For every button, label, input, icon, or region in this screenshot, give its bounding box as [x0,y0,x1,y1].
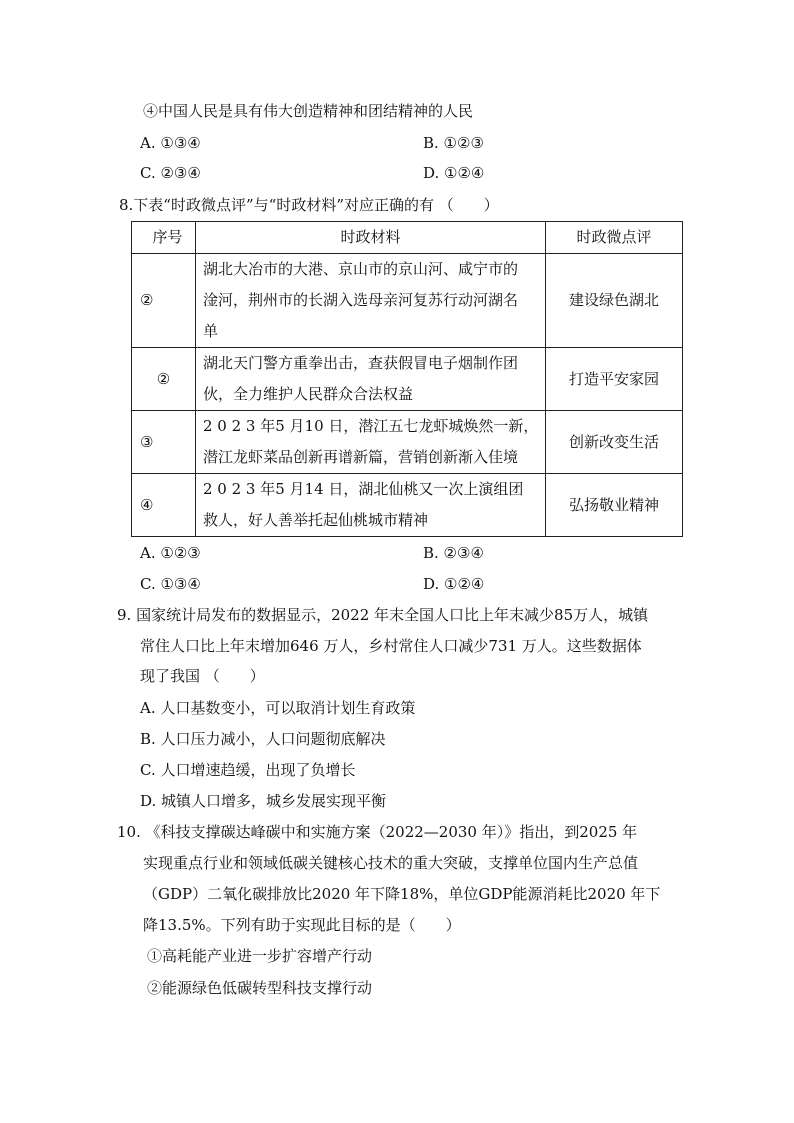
q10-stem-line-1: 10. 《科技支撑碳达峰碳中和实施方案（2022—2030 年）》指出，到2025 年 [117,823,638,841]
row-1-comment: 建设绿色湖北 [546,254,683,348]
table-header-row [132,222,683,254]
row-3-comment: 创新改变生活 [546,411,683,474]
q7-option-b[interactable]: B. ①②③ [423,134,484,152]
row-3-no: ③ [132,411,196,474]
q10-stem-line-3: （GDP）二氧化碳排放比2020 年下降18%，单位GDP能源消耗比2020 年下 [143,885,661,903]
q9-option-a[interactable]: A. 人口基数变小，可以取消计划生育政策 [140,699,416,717]
q8-option-c[interactable]: C. ①③④ [140,575,201,593]
q7-option-c[interactable]: C. ②③④ [140,164,201,182]
q10-stem-line-4: 降13.5%。下列有助于实现此目标的是（ ） [143,916,461,934]
row-1-material-line: 湖北大冶市的大港、京山市的京山河、咸宁市的 [203,260,519,278]
row-3-material-line: 潜江龙虾菜品创新再谱新篇，营销创新渐入佳境 [203,448,519,466]
q9-stem-line-1: 9. 国家统计局发布的数据显示，2022 年末全国人口比上年末减少85万人，城镇 [117,606,649,624]
row-1-material [196,254,546,348]
q10-item-2: ②能源绿色低碳转型科技支撑行动 [147,979,373,997]
header-no: 序号 [132,222,196,254]
row-1-material-line: 单 [203,322,219,340]
row-3-material-line: 2 0 2 3 年5 月10 日，潜江五七龙虾城焕然一新， [203,417,539,435]
row-4-material [196,474,546,537]
row-4-comment: 弘扬敬业精神 [546,474,683,537]
q8-option-a[interactable]: A. ①②③ [140,544,201,562]
table-row [132,411,683,474]
q8-stem: 8.下表“时政微点评”与“时政材料”对应正确的有 （ ） [119,196,499,214]
q10-stem-line-2: 实现重点行业和领域低碳关键核心技术的重大突破，支撑单位国内生产总值 [143,854,639,872]
row-1-no: ② [132,254,196,348]
row-2-material-line: 湖北天门警方重拳出击，查获假冒电子烟制作团 [203,354,519,372]
table-row [132,254,683,348]
q7-option-a[interactable]: A. ①③④ [140,134,201,152]
q7-option-d[interactable]: D. ①②④ [423,164,485,182]
q9-stem-line-2: 常住人口比上年末增加646 万人，乡村常住人口减少731 万人。这些数据体 [140,637,642,655]
table-row [132,348,683,411]
row-2-material-line: 伙，全力维护人民群众合法权益 [203,385,414,403]
q8-option-b[interactable]: B. ②③④ [423,544,484,562]
row-4-material-line: 2 0 2 3 年5 月14 日，湖北仙桃又一次上演组团 [203,480,524,498]
row-2-material [196,348,546,411]
q9-option-c[interactable]: C. 人口增速趋缓，出现了负增长 [140,761,356,779]
row-1-material-line: 淦河，荆州市的长湖入选母亲河复苏行动河湖名 [203,291,519,309]
row-3-material [196,411,546,474]
row-4-material-line: 救人，好人善举托起仙桃城市精神 [203,511,429,529]
q10-item-1: ①高耗能产业进一步扩容增产行动 [147,947,373,965]
q9-stem-line-3: 现了我国 （ ） [140,667,265,685]
q9-option-d[interactable]: D. 城镇人口增多，城乡发展实现平衡 [140,792,387,810]
table-row [132,474,683,537]
statement-4: ④中国人民是具有伟大创造精神和团结精神的人民 [143,102,474,120]
row-4-no: ④ [132,474,196,537]
q9-option-b[interactable]: B. 人口压力减小，人口问题彻底解决 [140,730,386,748]
q8-table [131,221,683,537]
q8-option-d[interactable]: D. ①②④ [423,575,485,593]
row-2-comment: 打造平安家园 [546,348,683,411]
header-comment: 时政微点评 [546,222,683,254]
header-material: 时政材料 [196,222,546,254]
row-2-no: ② [132,348,196,411]
